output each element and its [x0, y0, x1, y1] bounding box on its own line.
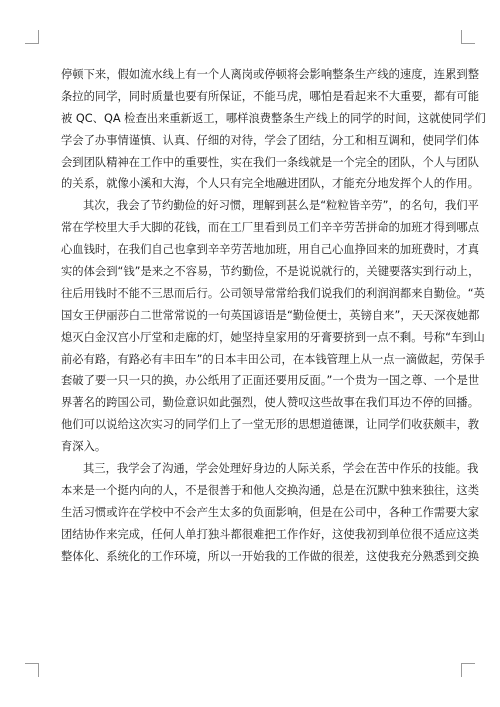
- text-line: 心血钱时，在我们自己也拿到辛辛劳苦地加班，用自己心血挣回来的加班费时，才真: [61, 243, 479, 257]
- text-line: 团结协作来完成，任何人单打独斗都很难把工作作好，这使我初到单位很不适应这类: [61, 527, 479, 541]
- text-line: 其三，我学会了沟通，学会处理好身边的人际关系，学会在苦中作乐的技能。我: [83, 462, 479, 476]
- text-line: 其次，我会了节约勤俭的好习惯，理解到甚么是“粒粒皆辛劳”，的名句，我们平: [83, 199, 479, 213]
- paragraph-thrift: [61, 195, 485, 458]
- text-line: 整体化、系统化的工作环境，所以一开始我的工作做的很差，这使我充分熟悉到交换: [61, 549, 479, 563]
- crop-mark-bottom-left: [25, 663, 39, 677]
- text-line: 熄灭白金汉宫小厅堂和走廊的灯，她坚持皇家用的牙膏要挤到一点不剩。号称“车到山: [61, 330, 485, 344]
- text-line: 停顿下来，假如流水线上有一个人离岗或停顿将会影响整条生产线的速度，连累到整: [61, 68, 479, 81]
- text-line: 本来是一个挺内向的人，不是很善于和他人交换沟通，总是在沉默中独来独往，这类: [61, 483, 479, 497]
- text-line: 前必有路，有路必有丰田车”的日本丰田公司，在本钱管理上从一点一滴做起，劳保手: [61, 352, 485, 366]
- text-line: 国女王伊丽莎白二世常常说的一句英国谚语是“勤俭便士，英镑自来”，天天深夜她都: [61, 308, 480, 322]
- text-line: 育深入。: [61, 440, 107, 454]
- text-line: 学会了办事情谨慎、认真、仔细的对待，学会了团结，分工和相互调和，使同学们体: [61, 133, 479, 147]
- document-body: [61, 64, 486, 567]
- text-line: 被 QC、QA 检查出来重新返工，哪样浪费整条生产线上的同学的时间，这就使同学们: [61, 111, 486, 125]
- text-line: 常在学校里大手大脚的花钱，而在工厂里看到员工们辛辛劳苦拼命的加班才得到哪点: [61, 221, 479, 235]
- text-line: 会到团队精神在工作中的重要性，实在我们一条线就是一个完全的团队，个人与团队: [61, 155, 479, 169]
- text-line: 往后用钱时不能不三思而后行。公司领导常常给我们说我们的利润润都来自勤俭。“英: [61, 286, 485, 300]
- text-line: 界著名的跨国公司，勤俭意识如此强烈，使人赞叹这些故事在我们耳边不停的回播。: [61, 396, 479, 410]
- paragraph-teamwork: [61, 64, 486, 195]
- crop-mark-top-left: [25, 30, 39, 44]
- text-line: 生活习惯或许在学校中不会产生太多的负面影响，但是在公司中，各种工作需要大家: [61, 505, 479, 519]
- text-line: 的关系，就像小溪和大海，个人只有完全地融进团队，才能充分地发挥个人的作用。: [61, 177, 479, 191]
- text-line: 他们可以说给这次实习的同学们上了一堂无形的思想道德课，让同学们收获颇丰，教: [61, 418, 479, 432]
- crop-mark-top-right: [461, 30, 475, 44]
- text-line: 套破了要一只一只的换，办公纸用了正面还要用反面。”一个贵为一国之尊、一个是世: [61, 374, 480, 388]
- paragraph-communication: [61, 458, 479, 567]
- text-line: 条拉的同学，同时质量也要有所保证，不能马虎，哪怕是看起来不大重要，都有可能: [61, 89, 479, 103]
- crop-mark-bottom-right: [461, 663, 475, 677]
- text-line: 实的体会到“钱”是来之不容易，节约勤俭，不是说说就行的，关键要落实到行动上，: [61, 265, 480, 279]
